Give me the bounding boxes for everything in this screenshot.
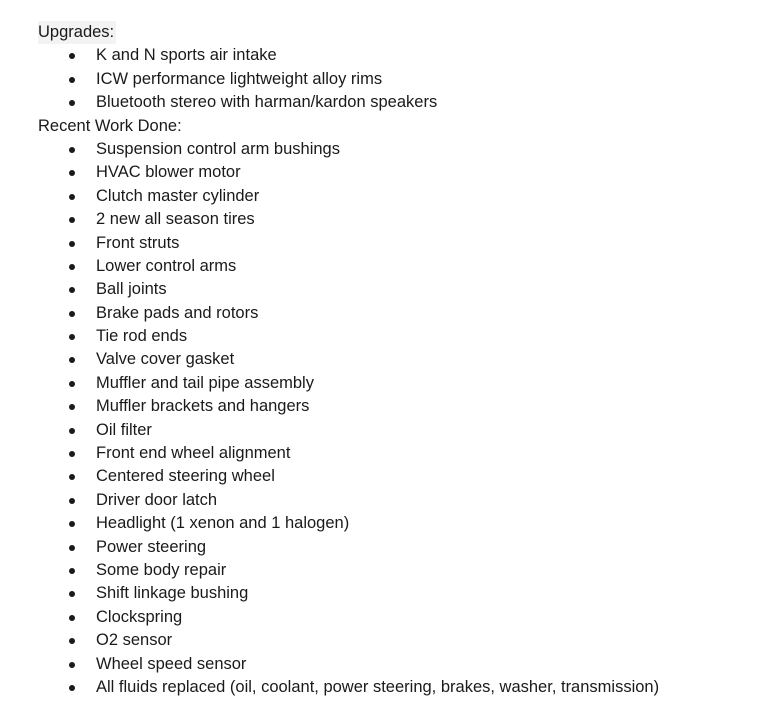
list-item-text: Power steering: [96, 537, 207, 556]
list-item-text: Front struts: [96, 233, 180, 252]
list-item: [38, 582, 758, 605]
bullet-icon: [69, 241, 75, 247]
bullet-icon: [69, 568, 75, 574]
bullet-icon: [69, 53, 75, 59]
bullet-icon: [69, 100, 75, 106]
list-item: [38, 395, 758, 418]
recent-work-list: [38, 138, 758, 699]
list-item: [38, 232, 758, 255]
upgrades-list: [38, 44, 758, 114]
bullet-icon: [69, 545, 75, 551]
list-item-text: Driver door latch: [96, 490, 218, 509]
bullet-icon: [69, 615, 75, 621]
bullet-icon: [69, 287, 75, 293]
list-item-text: Lower control arms: [96, 256, 237, 275]
bullet-icon: [69, 264, 75, 270]
list-item-text: Some body repair: [96, 560, 227, 579]
list-item-text: Clockspring: [96, 607, 183, 626]
bullet-icon: [69, 77, 75, 83]
bullet-icon: [69, 381, 75, 387]
list-item: [38, 372, 758, 395]
list-item: [38, 255, 758, 278]
list-item: [38, 325, 758, 348]
bullet-icon: [69, 311, 75, 317]
bullet-icon: [69, 147, 75, 153]
recent-work-heading: Recent Work Done:: [38, 116, 182, 135]
list-item-text: ICW performance lightweight alloy rims: [96, 69, 383, 88]
bullet-icon: [69, 498, 75, 504]
list-item: [38, 653, 758, 676]
list-item-text: K and N sports air intake: [96, 46, 277, 65]
list-item-text: Oil filter: [96, 420, 152, 439]
list-item-text: Tie rod ends: [96, 327, 188, 346]
list-item: [38, 278, 758, 301]
list-item: [38, 138, 758, 161]
bullet-icon: [69, 334, 75, 340]
list-item-text: Wheel speed sensor: [96, 654, 247, 673]
bullet-icon: [69, 357, 75, 363]
bullet-icon: [69, 474, 75, 480]
bullet-icon: [69, 662, 75, 668]
list-item: [38, 208, 758, 231]
list-item: [38, 606, 758, 629]
list-item: [38, 302, 758, 325]
bullet-icon: [69, 428, 75, 434]
list-item-text: Ball joints: [96, 280, 167, 299]
list-item: [38, 536, 758, 559]
list-item: [38, 44, 758, 67]
list-item-text: Headlight (1 xenon and 1 halogen): [96, 514, 350, 533]
list-item: [38, 91, 758, 114]
list-item-text: Suspension control arm bushings: [96, 139, 340, 158]
list-item: [38, 465, 758, 488]
upgrades-heading: Upgrades:: [38, 21, 116, 44]
list-item-text: O2 sensor: [96, 631, 173, 650]
recent-work-section: [38, 115, 758, 700]
list-item: [38, 629, 758, 652]
bullet-icon: [69, 451, 75, 457]
list-item-text: Centered steering wheel: [96, 467, 275, 486]
bullet-icon: [69, 217, 75, 223]
bullet-icon: [69, 170, 75, 176]
bullet-icon: [69, 521, 75, 527]
list-item-text: Shift linkage bushing: [96, 584, 249, 603]
list-item: [38, 559, 758, 582]
list-item-text: Muffler brackets and hangers: [96, 397, 310, 416]
list-item-text: Clutch master cylinder: [96, 186, 260, 205]
document-body: [38, 21, 758, 699]
list-item: [38, 676, 758, 699]
list-item: [38, 512, 758, 535]
list-item: [38, 419, 758, 442]
bullet-icon: [69, 591, 75, 597]
bullet-icon: [69, 194, 75, 200]
list-item-text: 2 new all season tires: [96, 210, 255, 229]
list-item-text: Muffler and tail pipe assembly: [96, 373, 314, 392]
list-item: [38, 68, 758, 91]
bullet-icon: [69, 404, 75, 410]
upgrades-section: [38, 21, 758, 115]
list-item-text: HVAC blower motor: [96, 163, 241, 182]
bullet-icon: [69, 685, 75, 691]
list-item: [38, 442, 758, 465]
list-item-text: Bluetooth stereo with harman/kardon speakers: [96, 93, 438, 112]
list-item: [38, 489, 758, 512]
list-item-text: Brake pads and rotors: [96, 303, 259, 322]
list-item-text: Front end wheel alignment: [96, 444, 291, 463]
list-item-text: Valve cover gasket: [96, 350, 235, 369]
list-item: [38, 161, 758, 184]
list-item: [38, 348, 758, 371]
bullet-icon: [69, 638, 75, 644]
list-item: [38, 185, 758, 208]
list-item-text: All fluids replaced (oil, coolant, power steering, brakes, washer, transmission): [96, 677, 660, 696]
